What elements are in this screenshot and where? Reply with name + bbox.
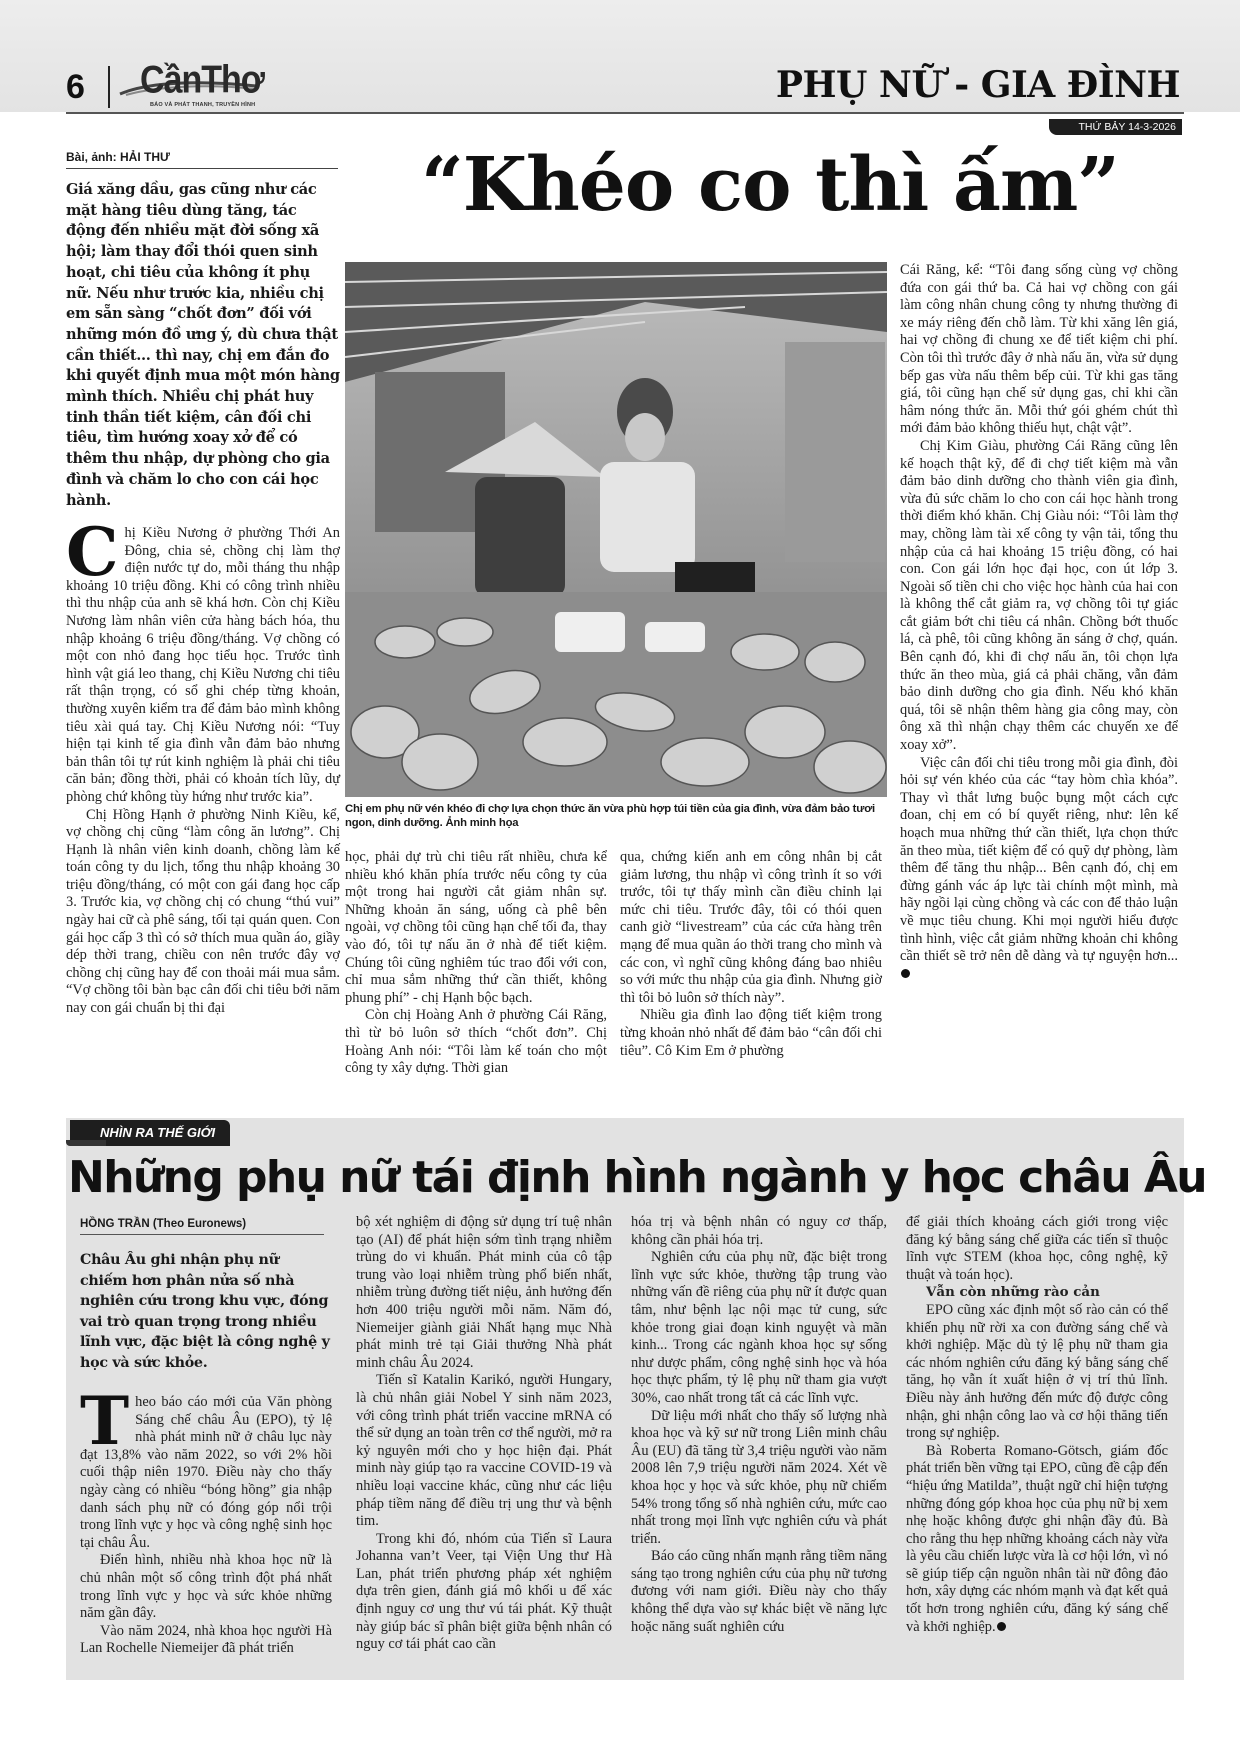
article2-lead: Châu Âu ghi nhận phụ nữ chiếm hơn phân nửa số nhà nghiên cứu trong khu vực, đóng vai trò quan trọng trong nhiều lĩnh vực, đặc biệt là công nghệ y học và sức khỏe. [80, 1252, 330, 1371]
article1-paragraph: Nhiều gia đình lao động tiết kiệm trong từng khoản nhỏ nhất để đảm bảo “cân đối chi tiêu”. Cô Kim Em ở phường [620, 1007, 882, 1059]
article2-paragraph: Trong khi đó, nhóm của Tiến sĩ Laura Johanna van’t Veer, tại Viện Ung thư Hà Lan, phát triển phương pháp xét nghiệm dựa trên gien, đánh giá mô khối u để xác định nguy cơ ung thư vú tái phát. Kỹ thuật này giúp bác sĩ phân biệt giữa bệnh nhân có nguy cơ tái phát cao cần [356, 1530, 612, 1653]
article2-column-4 [906, 1214, 1168, 1636]
article2-paragraph: Dữ liệu mới nhất cho thấy số lượng nhà khoa học và kỹ sư nữ trong Liên minh châu Âu (EU) đã tăng từ 3,4 triệu người vào năm 2008 lên 7,9 triệu người năm 2024. Xét về khoa học y học và sức khỏe, phụ nữ chiếm 54% trong tổng số nhà nghiên cứu, mức cao nhất trong mọi lĩnh vực nghiên cứu và phát triển. [631, 1407, 887, 1547]
article2-paragraph: Tiến sĩ Katalin Karikó, người Hungary, là chủ nhân giải Nobel Y sinh năm 2023, với công trình phát triển vaccine mRNA có thể sử dụng an toàn trên cơ thể người, mở ra kỷ nguyên mới cho y học hiện đại. Phát minh này giúp tạo ra vaccine COVID-19 và nhiều loại vaccine khác, cũng như các liệu pháp tiềm năng để điều trị ung thư và bệnh tim. [356, 1372, 612, 1530]
article1-column-3 [620, 849, 882, 1060]
article2-subheading: Vẫn còn những rào cản [926, 1284, 1100, 1301]
article2-column-1 [80, 1382, 332, 1658]
article2-column-2 [356, 1214, 612, 1654]
article1-paragraph: Chị Hồng Hạnh ở phường Ninh Kiều, kể, vợ chồng chị cũng “làm công ăn lương”. Chị Hạnh là nhân viên kinh doanh, chồng làm kế toán công ty du lịch, tổng thu nhập khoảng 30 triệu đồng/tháng, có một con gái đang học cấp 3. Trước kia, vợ chồng chị có chung “thú vui” ngày hai cữ cà phê sáng, tối tại quán quen. Con gái học cấp 3 thì có sở thích mua quần áo, giầy dép thời trang, chiều con nên trước đây vợ chồng chị cũng hay để con thoải mái mua sắm. “Vợ chồng tôi bàn bạc cân đối chi tiêu bởi năm nay con gái chuẩn bị thi đại [66, 806, 340, 1017]
article2-paragraph: Báo cáo cũng nhấn mạnh rằng tiềm năng sáng tạo trong nghiên cứu của phụ nữ tương đương với nam giới. Điều này cho thấy không thể dựa vào sự khác biệt về năng lực hoặc năng suất nghiên cứu [631, 1548, 887, 1635]
article1-paragraph: học, phải dự trù chi tiêu rất nhiều, chưa kể nhiều khó khăn phía trước nếu công ty của một trong hai người cắt giảm nhân sự. Những khoản ăn sáng, uống cà phê bên ngoài, vợ chồng tôi cũng hạn chế tối đa, thay vào đó, tôi tự nấu ăn ở nhà để tiết kiệm. Chúng tôi cũng nghiêm túc trao đổi với con, chỉ mua sắm những thứ cần thiết, không phung phí” - chị Hạnh bộc bạch. [345, 849, 607, 1006]
article2-paragraph [80, 1382, 332, 1552]
page-number: 6 [66, 68, 85, 106]
article1-byline: Bài, ảnh: HẢI THƯ [66, 150, 338, 169]
article1-paragraph: Còn chị Hoàng Anh ở phường Cái Răng, thì từ bỏ luôn sở thích “chốt đơn”. Chị Hoàng Anh nói: “Tôi làm kế toán cho một công ty xây dựng. Thời gian [345, 1007, 607, 1077]
article1-photo [345, 262, 887, 797]
article2-paragraph: để giải thích khoảng cách giới trong việc đăng ký bằng sáng chế giữa các tiến sĩ thuộc lĩnh vực STEM (khoa học, công nghệ, kỹ thuật và toán học). [906, 1214, 1168, 1283]
article2-column-3 [631, 1214, 887, 1636]
article2-headline: Những phụ nữ tái định hình ngành y học châu Âu [68, 1152, 1207, 1203]
article1-paragraph: Chị Kim Giàu, phường Cái Răng cũng lên kế hoạch thật kỹ, để đi chợ tiết kiệm mà vẫn đảm bảo dinh dưỡng cho thành viên gia đình, vừa đủ sức chăm lo cho con cái học hành trong thời điểm khó khăn. Chị Giàu nói: “Tôi làm thợ may, chồng làm tài xế công ty vận tải, tổng thu nhập của cả hai khoảng 15 triệu đồng, có hai con. Con gái lớn học đại học, con út lớp 3. Ngoài số tiền chi cho việc học hành của hai con là không thể cắt giảm ra, vợ chồng tôi tự giác cắt giảm bớt chi tiêu cá nhân. Chồng bớt thuốc lá, cà phê, tôi cũng không ăn sáng ở chợ, quán. Bên cạnh đó, khi đi chợ nấu ăn, tôi chọn lựa thức ăn theo mùa, giá cả phải chăng, vẫn đảm bảo dinh dưỡng cho gia đình. Nếu khó khăn quá, tôi sẽ nhận thêm hàng gia công may, còn ông xã thì nhận chạy thêm các chuyến xe để xoay xở”. [900, 437, 1178, 754]
paragraph-text: Bà Roberta Romano-Götsch, giám đốc phát triển bền vững tại EPO, cũng đề cập đến “hiệu ứng Matilda”, thuật ngữ chỉ hiện tượng những đóng góp khoa học của phụ nữ bị xem nhẹ hoặc không được ghi nhận đầy đủ. Bà cho rằng thu hẹp những khoảng cách này vừa là yêu cầu chiến lược vừa là cơ hội lớn, vì nó sẽ giúp tiếp cận nguồn nhân tài nữ đông đảo hơn, xây dựng các nhóm mạnh và đạt kết quả tốt hơn trong nghiên cứu, đăng ký sáng chế và khởi nghiệp. [906, 1442, 1168, 1635]
section-title: PHỤ NỮ - GIA ĐÌNH [775, 64, 1180, 106]
article2-paragraph: hóa trị và bệnh nhân có nguy cơ thấp, không cần phải hóa trị. [631, 1214, 887, 1248]
paragraph-text: Việc cân đối chi tiêu trong mỗi gia đình, đòi hỏi sự vén khéo của các “tay hòm chìa khóa”. Thay vì thắt lưng buộc bụng một cách cực đoan, chị em có bí quyết riêng, như: lên kế hoạch mua những thứ cần thiết, lựa chọn thức ăn theo mùa, tiết kiệm để có quỹ dự phòng, làm thêm để tăng thu nhập... Bên cạnh đó, chị em đừng gánh vác áp lực tài chính một mình, mà hãy ngồi lại cùng chồng và các con để thảo luận về mục tiêu chung. Khi mọi người hiểu được tình hình, việc cắt giảm những khoản chi không cần thiết sẽ trở nên dễ dàng và tự nguyện hơn... [900, 754, 1178, 965]
article1-paragraph: Cái Răng, kể: “Tôi đang sống cùng vợ chồng đứa con gái thứ ba. Cả hai vợ chồng con gái làm công nhân chung công ty nhưng thường đi xe máy riêng đến chỗ làm. Từ khi xăng lên giá, hai vợ chồng đi chung xe để tiết kiệm chi phí. Còn tôi thì trước đây ở nhà nấu ăn, vừa sử dụng bếp gas vừa nấu thêm bếp củi. Từ khi gas tăng giá, tôi cũng hạn chế sử dụng gas, chỉ khi cần hâm nóng thức ăn. Mỗi thứ gói ghém chút thì mới đảm bảo không thiếu hụt, chật vật”. [900, 262, 1178, 437]
photo-caption: Chị em phụ nữ vén khéo đi chợ lựa chọn thức ăn vừa phù hợp túi tiền của gia đình, vừa đảm bảo tươi ngon, dinh dưỡng. Ảnh minh họa [345, 803, 875, 829]
dropcap: C [66, 513, 119, 591]
article1-headline: “Khéo co thì ấm” [421, 142, 1119, 228]
article2-paragraph: Điển hình, nhiều nhà khoa học nữ là chủ nhân một số công trình đột phá nhất trong lĩnh vực y học và sức khỏe những năm gần đây. [80, 1552, 332, 1622]
dropcap: T [80, 1382, 130, 1460]
issue-date: THỨ BẢY 14-3-2026 [1049, 119, 1183, 135]
market-photo-illustration [345, 262, 887, 797]
article2-paragraph [906, 1443, 1168, 1637]
article1-paragraph [900, 755, 1178, 984]
article2-paragraph: EPO cũng xác định một số rào cản có thể khiến phụ nữ rời xa con đường sáng chế và khởi nghiệp. Mặc dù tỷ lệ phụ nữ tham gia các nhóm nghiên cứu đăng ký bằng sáng chế tăng, họ vẫn ít xuất hiện ở vị trí thủ lĩnh. Điều này ảnh hưởng đến mức độ được công nhận, ghi nhận công lao và cơ hội thăng tiến trong sự nghiệp. [906, 1301, 1168, 1442]
article2-paragraph: bộ xét nghiệm di động sử dụng trí tuệ nhân tạo (AI) để phát hiện sớm tình trạng nhiễm trùng do vi khuẩn. Phát minh của cô tập trung vào loại nhiễm trùng phổ biến nhất, nhiễm trùng đường tiết niệu, ảnh hưởng đến hơn 400 triệu người mỗi năm. Năm đó, Niemeijer giành giải Nhất hạng mục Nhà phát minh trẻ tại Giải thưởng Nhà phát minh châu Âu 2024. [356, 1214, 612, 1371]
header-rule [66, 112, 1184, 114]
article1-column-4 [900, 262, 1178, 983]
paragraph-text: heo báo cáo mới của Văn phòng Sáng chế châu Âu (EPO), tỷ lệ nhà phát minh nữ ở châu lục này đạt 13,8% vào năm 2022, so với 2% hồi cuối thập niên 1970. Điều này cho thấy ngày càng có nhiều “bóng hồng” gia nhập danh sách phụ nữ có đóng góp nổi trội trong lĩnh vực y học và công nghệ sinh học tại châu Âu. [80, 1394, 332, 1551]
article1-column-2 [345, 849, 607, 1078]
article2-paragraph: Vào năm 2024, nhà khoa học người Hà Lan Rochelle Niemeijer đã phát triển [80, 1622, 332, 1657]
article2-paragraph: Nghiên cứu của phụ nữ, đặc biệt trong lĩnh vực sức khỏe, thường tập trung vào những vấn đề riêng của phụ nữ ít được quan tâm, như bệnh lạc nội mạc tử cung, sức khỏe trong giai đoạn kinh nguyệt và mãn kinh... Trong các ngành khoa học sự sống như dược phẩm, công nghệ sinh học và hóa học thực phẩm, tỷ lệ phụ nữ tham gia vượt 30%, cao nhất trong tất cả các lĩnh vực. [631, 1249, 887, 1406]
logo-tagline: BÁO VÀ PHÁT THANH, TRUYỀN HÌNH [150, 102, 256, 108]
article2-byline: HỒNG TRẦN (Theo Euronews) [80, 1218, 324, 1235]
header-divider [108, 66, 110, 108]
end-mark-icon [901, 969, 910, 978]
article1-column-1 [66, 513, 340, 1018]
article1-paragraph [66, 513, 340, 807]
newspaper-logo [118, 58, 268, 112]
logo-wordmark: CầnThơ [140, 58, 264, 102]
paragraph-text: hị Kiều Nương ở phường Thới An Đông, chia sẻ, chồng chị làm thợ điện nước tự do, mỗi tháng thu nhập khoảng 10 triệu đồng. Khi có công trình nhiều thì thu nhập của anh sẽ khá hơn. Còn chị Kiều Nương làm nhân viên cửa hàng bách hóa, thu nhập khoảng 6 triệu đồng/tháng. Vợ chồng có một con nhỏ đang học tiểu học. Trước tình hình vật giá leo thang, chị Kiều Nương chi tiêu rất thận trọng, có sổ ghi chép từng khoản, thường xuyên kiểm tra để đảm bảo mình không tiêu xài quá tay. Chị Kiều Nương nói: “Tuy hiện tại kinh tế gia đình vẫn đảm bảo nhưng bản thân tôi tự rút kinh nghiệm là phải chi tiêu căn bản; đồng thời, phải có khoản tích lũy, dự phòng chứ không tùy hứng như trước kia”. [66, 525, 340, 805]
end-mark-icon [997, 1622, 1006, 1631]
article1-lead: Giá xăng dầu, gas cũng như các mặt hàng tiêu dùng tăng, tác động đến nhiều mặt đời sống xã hội; làm thay đổi thói quen sinh hoạt, chi tiêu của không ít phụ nữ. Nếu như trước kia, nhiều chị em sẵn sàng “chốt đơn” đối với những món đồ ưng ý, dù chưa thật cần thiết… thì nay, chị em đắn đo khi quyết định mua một món hàng mình thích. Nhiều chị phát huy tinh thần tiết kiệm, cân đối chi tiêu, tìm hướng xoay xở để có thêm thu nhập, dự phòng cho gia đình và chăm lo cho con cái học hành. [66, 181, 340, 509]
kicker-label: NHÌN RA THẾ GIỚI [100, 1125, 216, 1140]
article1-paragraph: qua, chứng kiến anh em công nhân bị cắt giảm lương, thu nhập vì công trình ít so với trước, tôi tự thấy mình cần điều chỉnh lại mức chi tiêu. Trước đây, tôi có thói quen canh giờ “livestream” của các cửa hàng trên mạng để mua quần áo thời trang cho mình và các con, vì nghĩ cũng không đáng bao nhiêu so với mức thu nhập của gia đình. Nhưng giờ thì tôi bỏ luôn sở thích này”. [620, 849, 882, 1006]
